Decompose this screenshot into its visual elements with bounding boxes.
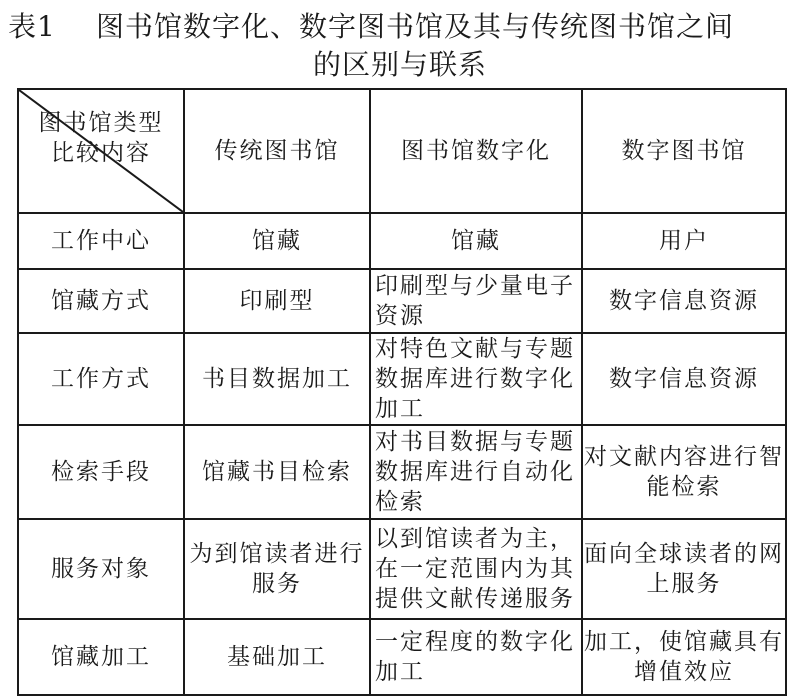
table-row	[18, 269, 786, 333]
cell-digitization: 一定程度的数字化加工	[370, 619, 582, 695]
cell-digital: 面向全球读者的网上服务	[582, 519, 786, 619]
cell-traditional: 馆藏书目检索	[184, 425, 370, 519]
caption-title-part-2: 的区别与联系	[312, 48, 487, 81]
cell-digitization: 对特色文献与专题数据库进行数字化加工	[370, 333, 582, 425]
cell-digitization: 对书目数据与专题数据库进行自动化检索	[370, 425, 582, 519]
cell-digitization: 以到馆读者为主，在一定范围内为其提供文献传递服务	[370, 519, 582, 619]
table-row	[18, 619, 786, 695]
table-row	[18, 213, 786, 269]
cell-digital: 数字信息资源	[582, 269, 786, 333]
table-row	[18, 519, 786, 619]
row-label: 工作中心	[18, 213, 184, 269]
corner-header-cell	[18, 89, 184, 213]
cell-digital: 数字信息资源	[582, 333, 786, 425]
cell-digital: 对文献内容进行智能检索	[582, 425, 786, 519]
cell-traditional: 为到馆读者进行服务	[184, 519, 370, 619]
cell-traditional: 书目数据加工	[184, 333, 370, 425]
column-header-traditional: 传统图书馆	[184, 89, 370, 213]
row-label: 工作方式	[18, 333, 184, 425]
caption-title-part-1: 图书馆数字化、数字图书馆及其与传统图书馆之间	[96, 10, 735, 43]
cell-digitization: 印刷型与少量电子资源	[370, 269, 582, 333]
table-caption	[0, 8, 800, 84]
column-header-digital: 数字图书馆	[582, 89, 786, 213]
header-row	[18, 89, 786, 213]
row-label: 馆藏方式	[18, 269, 184, 333]
row-label: 馆藏加工	[18, 619, 184, 695]
cell-digital: 用户	[582, 213, 786, 269]
table-number: 表1	[8, 10, 56, 43]
cell-traditional: 印刷型	[184, 269, 370, 333]
table-row	[18, 333, 786, 425]
cell-traditional: 基础加工	[184, 619, 370, 695]
row-label: 检索手段	[18, 425, 184, 519]
corner-label-type: 图书馆类型	[38, 110, 164, 136]
table-row	[18, 425, 786, 519]
comparison-table	[17, 88, 787, 696]
row-label: 服务对象	[18, 519, 184, 619]
caption-line-1	[0, 8, 800, 46]
column-header-digitization: 图书馆数字化	[370, 89, 582, 213]
corner-label-content: 比较内容	[51, 140, 151, 166]
cell-digitization: 馆藏	[370, 213, 582, 269]
corner-labels	[19, 108, 183, 168]
cell-digital: 加工，使馆藏具有增值效应	[582, 619, 786, 695]
cell-traditional: 馆藏	[184, 213, 370, 269]
